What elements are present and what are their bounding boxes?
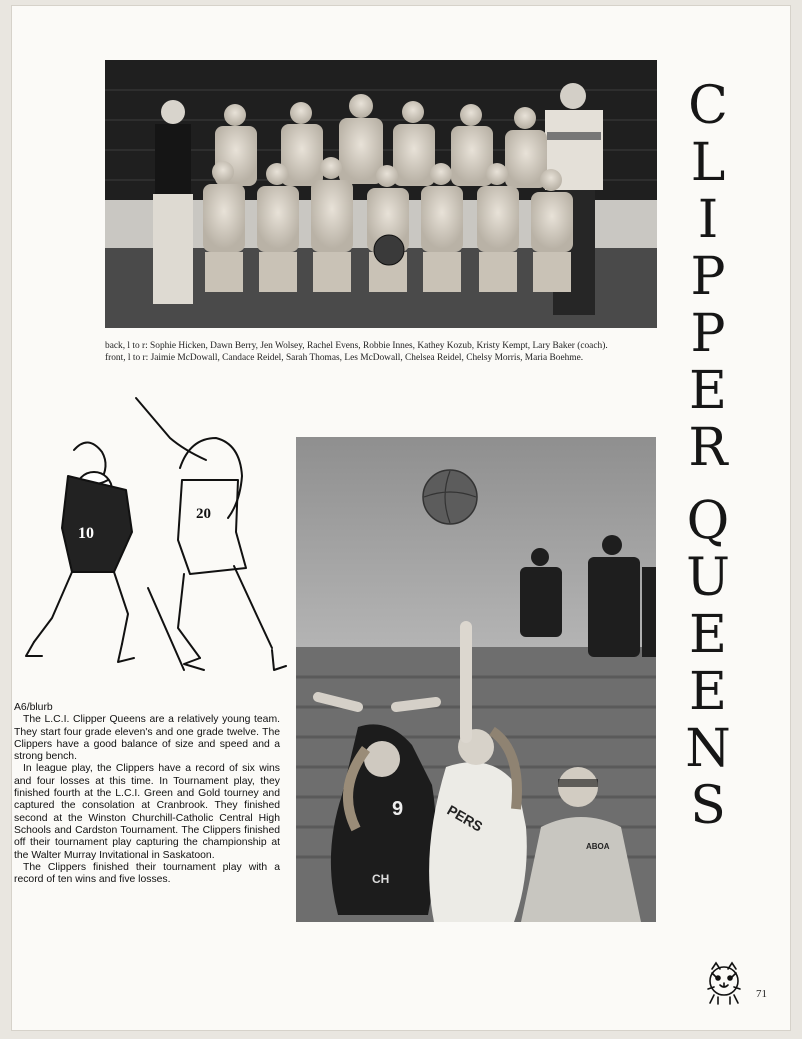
jersey-lettering: PERS (444, 801, 486, 835)
tiger-mascot-icon (704, 961, 744, 1005)
article-blurb (14, 702, 280, 886)
blurb-paragraph: The Clippers finished their tournament play with a record of ten wins and five losses. (14, 861, 280, 886)
photo-caption (105, 340, 657, 364)
jersey-lettering-back: CH (372, 872, 390, 886)
game-photo (296, 437, 656, 922)
basketball-players-illustration (12, 388, 288, 688)
caption-front-row: front, l to r: Jaimie McDowall, Candace Reidel, Sarah Thomas, Les McDowall, Chelsea Reidel, Chelsy Morris, Maria Boehme. (105, 353, 584, 363)
team-photo (105, 60, 657, 328)
caption-back-row: back, l to r: Sophie Hicken, Dawn Berry, Jen Wolsey, Rachel Evens, Robbie Innes, Kathey Kozub, Kristy Kempt, Lary Baker (coach). (105, 341, 608, 351)
page-number: 71 (756, 988, 767, 1000)
blurb-paragraph: In league play, the Clippers have a record of six wins and four losses at this time. In Tournament play, they finished fourth at the L.C.I. Green and Gold tourney and captured the consolation at Cranbrook. They finished second at the Winston Churchill-Catholic Central High Schools and Cardston Tournament. The Clippers finished off their tournament play capturing the championship at the Walter Murray Invitational in Saskatoon. (14, 763, 280, 861)
blurb-tag: A6/blurb (14, 702, 53, 713)
blurb-paragraph: The L.C.I. Clipper Queens are a relatively young team. They start four grade eleven's and one grade twelve. The Clippers have a good balance of size and speed and a strong bench. (14, 714, 280, 763)
jersey-number-left: 10 (78, 525, 94, 542)
jersey-number-photo: 9 (392, 798, 404, 820)
title-word: Q U E E N S (685, 491, 731, 836)
jersey-number-right: 20 (196, 506, 211, 522)
page-title (668, 78, 748, 835)
title-word: C L I P P E R (688, 76, 728, 478)
referee-patch: ABOA (586, 842, 610, 851)
